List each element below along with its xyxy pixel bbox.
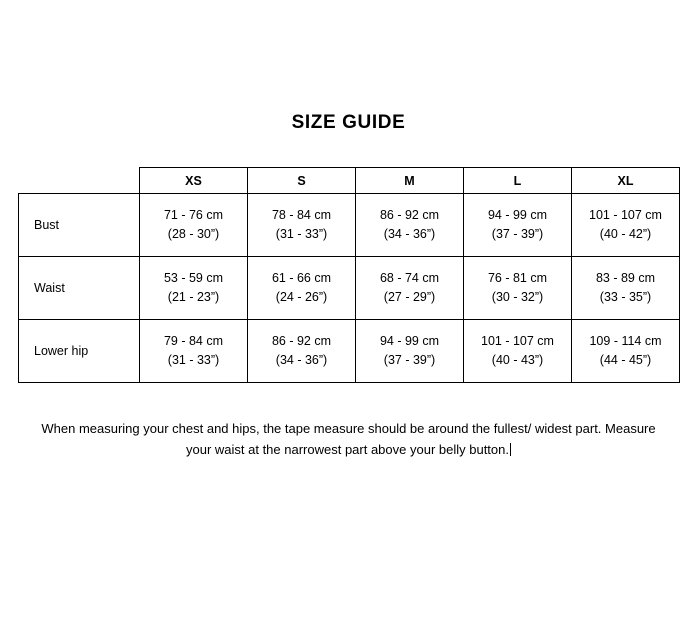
- measuring-instructions-text: When measuring your chest and hips, the tape measure should be around the fullest/ widest part. Measure your waist at the narrowest part above your belly button.: [41, 421, 656, 457]
- cell-bust-l: [464, 194, 572, 257]
- cell-value-cm: 53 - 59 cm: [163, 270, 224, 285]
- cell-value-cm: 76 - 81 cm: [487, 270, 548, 285]
- cell-value-cm: 86 - 92 cm: [379, 207, 440, 222]
- cell-lower-hip-s: [248, 320, 356, 383]
- cell-value-inch: (24 - 26”): [275, 290, 328, 304]
- column-header-l: L: [464, 168, 572, 194]
- column-header-s: S: [248, 168, 356, 194]
- cell-value-cm: 83 - 89 cm: [595, 270, 656, 285]
- cell-value-inch: (28 - 30”): [167, 227, 220, 241]
- cell-bust-m: [356, 194, 464, 257]
- cell-value-inch: (44 - 45”): [599, 353, 652, 367]
- cell-lower-hip-xs: [140, 320, 248, 383]
- table-header-row: [19, 168, 680, 194]
- cell-waist-xl: [572, 257, 680, 320]
- cell-value-inch: (40 - 43”): [491, 353, 544, 367]
- cell-value-inch: (33 - 35”): [599, 290, 652, 304]
- cell-lower-hip-l: [464, 320, 572, 383]
- cell-value-inch: (40 - 42”): [599, 227, 652, 241]
- row-label-bust: Bust: [19, 194, 140, 257]
- cell-lower-hip-xl: [572, 320, 680, 383]
- size-table-container: [18, 167, 679, 383]
- table-corner-cell: [19, 168, 140, 194]
- cell-waist-l: [464, 257, 572, 320]
- cell-value-inch: (21 - 23”): [167, 290, 220, 304]
- column-header-xs: XS: [140, 168, 248, 194]
- cell-waist-s: [248, 257, 356, 320]
- cell-value-cm: 94 - 99 cm: [487, 207, 548, 222]
- cell-value-inch: (30 - 32”): [491, 290, 544, 304]
- cell-value-cm: 109 - 114 cm: [589, 333, 662, 348]
- cell-value-inch: (37 - 39”): [383, 353, 436, 367]
- cell-value-cm: 86 - 92 cm: [271, 333, 332, 348]
- table-row: [19, 320, 680, 383]
- cell-bust-xl: [572, 194, 680, 257]
- row-label-lower-hip: Lower hip: [19, 320, 140, 383]
- cell-waist-m: [356, 257, 464, 320]
- cell-value-inch: (31 - 33”): [167, 353, 220, 367]
- row-label-waist: Waist: [19, 257, 140, 320]
- column-header-xl: XL: [572, 168, 680, 194]
- table-row: [19, 194, 680, 257]
- measuring-instructions: [34, 419, 663, 461]
- page-title: SIZE GUIDE: [291, 112, 406, 133]
- cell-value-cm: 71 - 76 cm: [163, 207, 224, 222]
- cell-value-cm: 68 - 74 cm: [379, 270, 440, 285]
- cell-value-cm: 79 - 84 cm: [163, 333, 224, 348]
- cell-bust-xs: [140, 194, 248, 257]
- cell-value-inch: (34 - 36”): [383, 227, 436, 241]
- cell-value-inch: (37 - 39”): [491, 227, 544, 241]
- table-row: [19, 257, 680, 320]
- cell-waist-xs: [140, 257, 248, 320]
- cell-value-cm: 101 - 107 cm: [481, 333, 554, 348]
- column-header-m: M: [356, 168, 464, 194]
- cell-value-inch: (31 - 33”): [275, 227, 328, 241]
- cell-value-cm: 94 - 99 cm: [379, 333, 440, 348]
- cell-bust-s: [248, 194, 356, 257]
- text-cursor: [510, 443, 511, 456]
- size-guide-table: [18, 167, 680, 383]
- cell-lower-hip-m: [356, 320, 464, 383]
- cell-value-inch: (27 - 29”): [383, 290, 436, 304]
- cell-value-inch: (34 - 36”): [275, 353, 328, 367]
- cell-value-cm: 101 - 107 cm: [589, 207, 662, 222]
- cell-value-cm: 61 - 66 cm: [271, 270, 332, 285]
- cell-value-cm: 78 - 84 cm: [271, 207, 332, 222]
